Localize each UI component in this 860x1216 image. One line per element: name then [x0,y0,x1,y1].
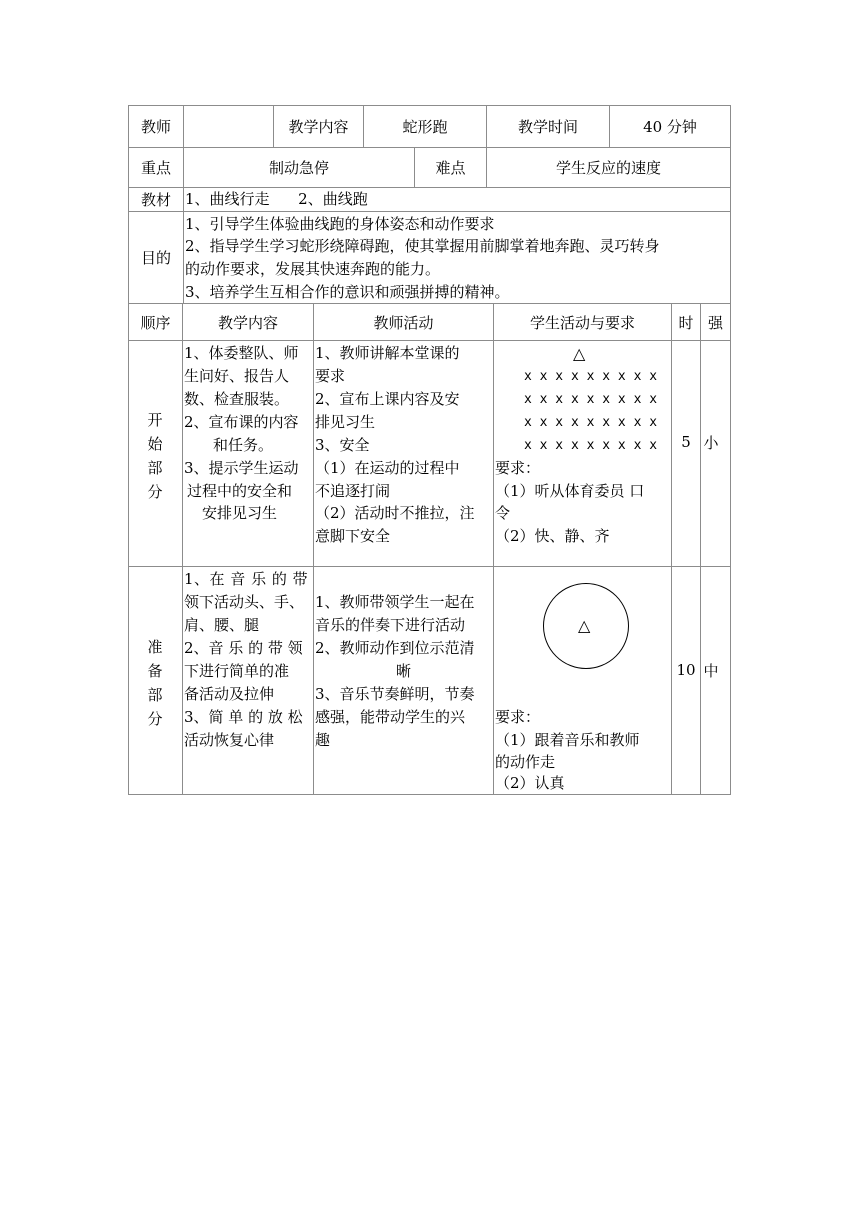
materials-label: 教材 [140,191,171,209]
content-line: 过程中的安全和 [187,482,293,500]
content-line: 数、检查服装。 [184,390,290,408]
content-line: 3、简 单 的 放 松 [184,708,303,726]
content-line: 1、在 音 乐 的 带 [184,570,309,588]
teacher-line: 感强，能带动学生的兴 [315,708,466,726]
section-name-char: 部 [147,459,163,477]
content-line: 安排见习生 [202,504,278,522]
student-line: （2）快、静、齐 [495,527,610,545]
content-line: 3、提示学生运动 [184,459,299,477]
student-line: 要求： [495,708,541,726]
goals-label: 目的 [140,249,171,267]
triangle-icon: △ [573,344,586,363]
teacher-line: 2、教师动作到位示范清 [315,639,475,657]
difficulty-label: 难点 [435,159,466,177]
focus-label: 重点 [140,159,171,177]
teacher-line: 不追逐打闹 [315,482,391,500]
col-time: 时 [678,313,694,332]
section-name-char: 开 [147,411,163,429]
content-line: 肩、腰、腿 [184,616,260,634]
goal-line: 3、培养学生互相合作的意识和顽强拼搏的精神。 [185,283,510,301]
student-line: （2）认真 [495,774,565,792]
section-time: 10 [676,661,696,679]
difficulty-value: 学生反应的速度 [555,159,661,177]
col-order: 顺序 [140,313,171,332]
teacher-line: （1）在运动的过程中 [315,459,460,477]
section-time: 5 [681,433,691,451]
col-content: 教学内容 [217,313,278,332]
section-intensity: 中 [703,661,719,680]
section-name-char: 备 [147,662,163,680]
col-teacher: 教师活动 [373,313,434,332]
goal-line: 2、指导学生学习蛇形绕障碍跑，使其掌握用前脚掌着地奔跑、灵巧转身 [185,237,660,255]
content-line: 领下活动头、手、 [184,593,305,611]
teacher-line: 3、音乐节奏鲜明，节奏 [315,685,475,703]
teacher-line: 1、教师讲解本堂课的 [315,344,460,362]
content-line: 备活动及拉伸 [184,685,275,703]
content-line: 1、体委整队、师 [184,344,299,362]
content-line: 2、音 乐 的 带 领 [184,639,303,657]
teacher-line: 2、宣布上课内容及安 [315,390,460,408]
student-line: 要求： [495,459,541,477]
focus-value: 制动急停 [268,159,329,177]
col-student: 学生活动与要求 [529,313,635,332]
formation-row: x x x x x x x x x [524,438,658,453]
student-line: （1）跟着音乐和教师 [495,731,640,749]
teacher-line: 排见习生 [315,413,376,431]
teacher-line: 晰 [396,662,412,680]
time-label: 教学时间 [517,118,578,136]
teacher-value [184,106,273,147]
content-line: 下进行简单的准 [184,662,290,680]
teacher-label: 教师 [140,118,171,136]
triangle-icon: △ [578,616,591,635]
materials-value: 1、曲线行走 2、曲线跑 [185,190,368,208]
content-line: 活动恢复心律 [184,731,275,749]
teacher-line: 要求 [315,367,346,385]
teacher-line: 意脚下安全 [315,527,391,545]
section-name-char: 分 [147,483,163,501]
formation-row: x x x x x x x x x [524,369,658,384]
section-name-char: 始 [147,435,163,453]
formation-row: x x x x x x x x x [524,415,658,430]
teacher-line: 音乐的伴奏下进行活动 [315,616,466,634]
content-line: 和任务。 [213,436,274,454]
section-name-char: 准 [147,638,163,656]
section-intensity: 小 [703,433,719,452]
col-intensity: 强 [707,313,723,332]
teacher-line: 趣 [315,731,331,749]
content-value: 蛇形跑 [402,118,448,136]
time-value: 40 分钟 [643,118,697,136]
student-line: 的动作走 [495,753,556,771]
section-name-char: 部 [147,686,163,704]
content-label: 教学内容 [288,118,349,136]
teacher-line: 1、教师带领学生一起在 [315,593,475,611]
content-line: 2、宣布课的内容 [184,413,299,431]
formation-row: x x x x x x x x x [524,392,658,407]
section-name-char: 分 [147,710,163,728]
content-line: 生问好、报告人 [184,367,290,385]
teacher-line: （2）活动时不推拉，注 [315,504,475,522]
student-line: 令 [495,504,511,522]
teacher-line: 3、安全 [315,436,370,454]
goal-line: 1、引导学生体验曲线跑的身体姿态和动作要求 [185,215,495,233]
goal-line: 的动作要求，发展其快速奔跑的能力。 [185,260,441,278]
student-line: （1）听从体育委员 口 [495,482,645,500]
